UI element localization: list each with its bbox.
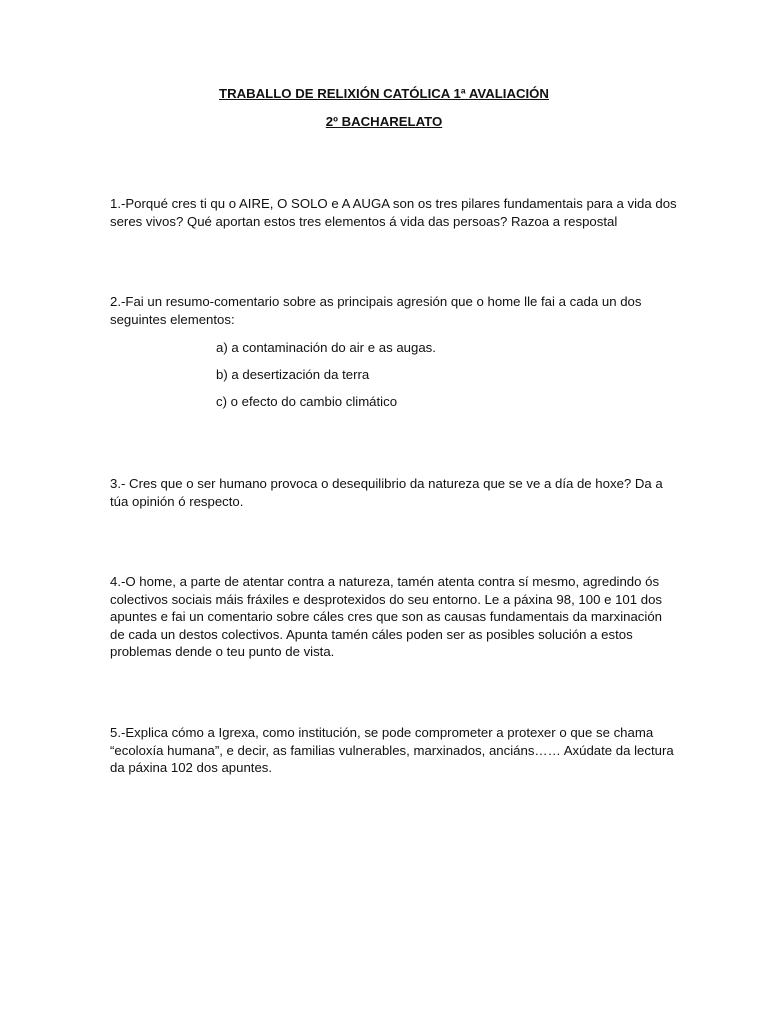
question-5-line: “ecoloxía humana”, e decir, as familias vulnerables, marxinados, anciáns…… Axúdate da lectura	[110, 742, 674, 758]
question-3	[110, 475, 663, 510]
question-1	[110, 195, 677, 230]
question-4-line: problemas dende o teu punto de vista.	[110, 644, 335, 660]
question-3-line: túa opinión ó respecto.	[110, 493, 244, 509]
question-5	[110, 724, 674, 777]
question-4-line: colectivos sociais máis fráxiles e desprotexidos do seu entorno. Le a páxina 98, 100 e 101 dos	[110, 591, 663, 607]
question-2-line: seguintes elementos:	[110, 311, 235, 327]
document-subtitle: 2º BACHARELATO	[325, 114, 443, 129]
question-1-line: seres vivos? Qué aportan estos tres elementos á vida das persoas? Razoa a respostal	[110, 213, 618, 229]
question-2-option-c: c) o efecto do cambio climático	[216, 394, 398, 409]
question-2-option-b: b) a desertización da terra	[216, 367, 370, 382]
question-2	[110, 293, 660, 328]
question-3-line: 3.- Cres que o ser humano provoca o desequilibrio da natureza que se ve a día de hoxe? Da a	[110, 476, 663, 491]
document-title: TRABALLO DE RELIXIÓN CATÓLICA 1ª AVALIACIÓN	[219, 86, 549, 101]
question-5-line: 5.-Explica cómo a Igrexa, como institución, se pode comprometer a protexer o que se chama	[110, 725, 654, 740]
question-5-line: da páxina 102 dos apuntes.	[110, 760, 273, 776]
question-4	[110, 573, 663, 661]
question-2-option-a: a) a contaminación do air e as augas.	[216, 340, 436, 355]
question-1-line: 1.-Porqué cres ti qu o AIRE, O SOLO e A AUGA son os tres pilares fundamentais para a vida dos	[110, 196, 677, 211]
question-2-line: 2.-Fai un resumo-comentario sobre as principais agresión que o home lle fai a cada un dos	[110, 294, 642, 309]
question-4-line: apuntes e fai un comentario sobre cáles cres que son as causas fundamentais da marxinación	[110, 609, 662, 625]
question-4-line: 4.-O home, a parte de atentar contra a natureza, tamén atenta contra sí mesmo, agredindo ós	[110, 574, 660, 589]
question-4-line: de cada un destos colectivos. Apunta tamén cáles poden ser as posibles solución a estos	[110, 626, 633, 642]
